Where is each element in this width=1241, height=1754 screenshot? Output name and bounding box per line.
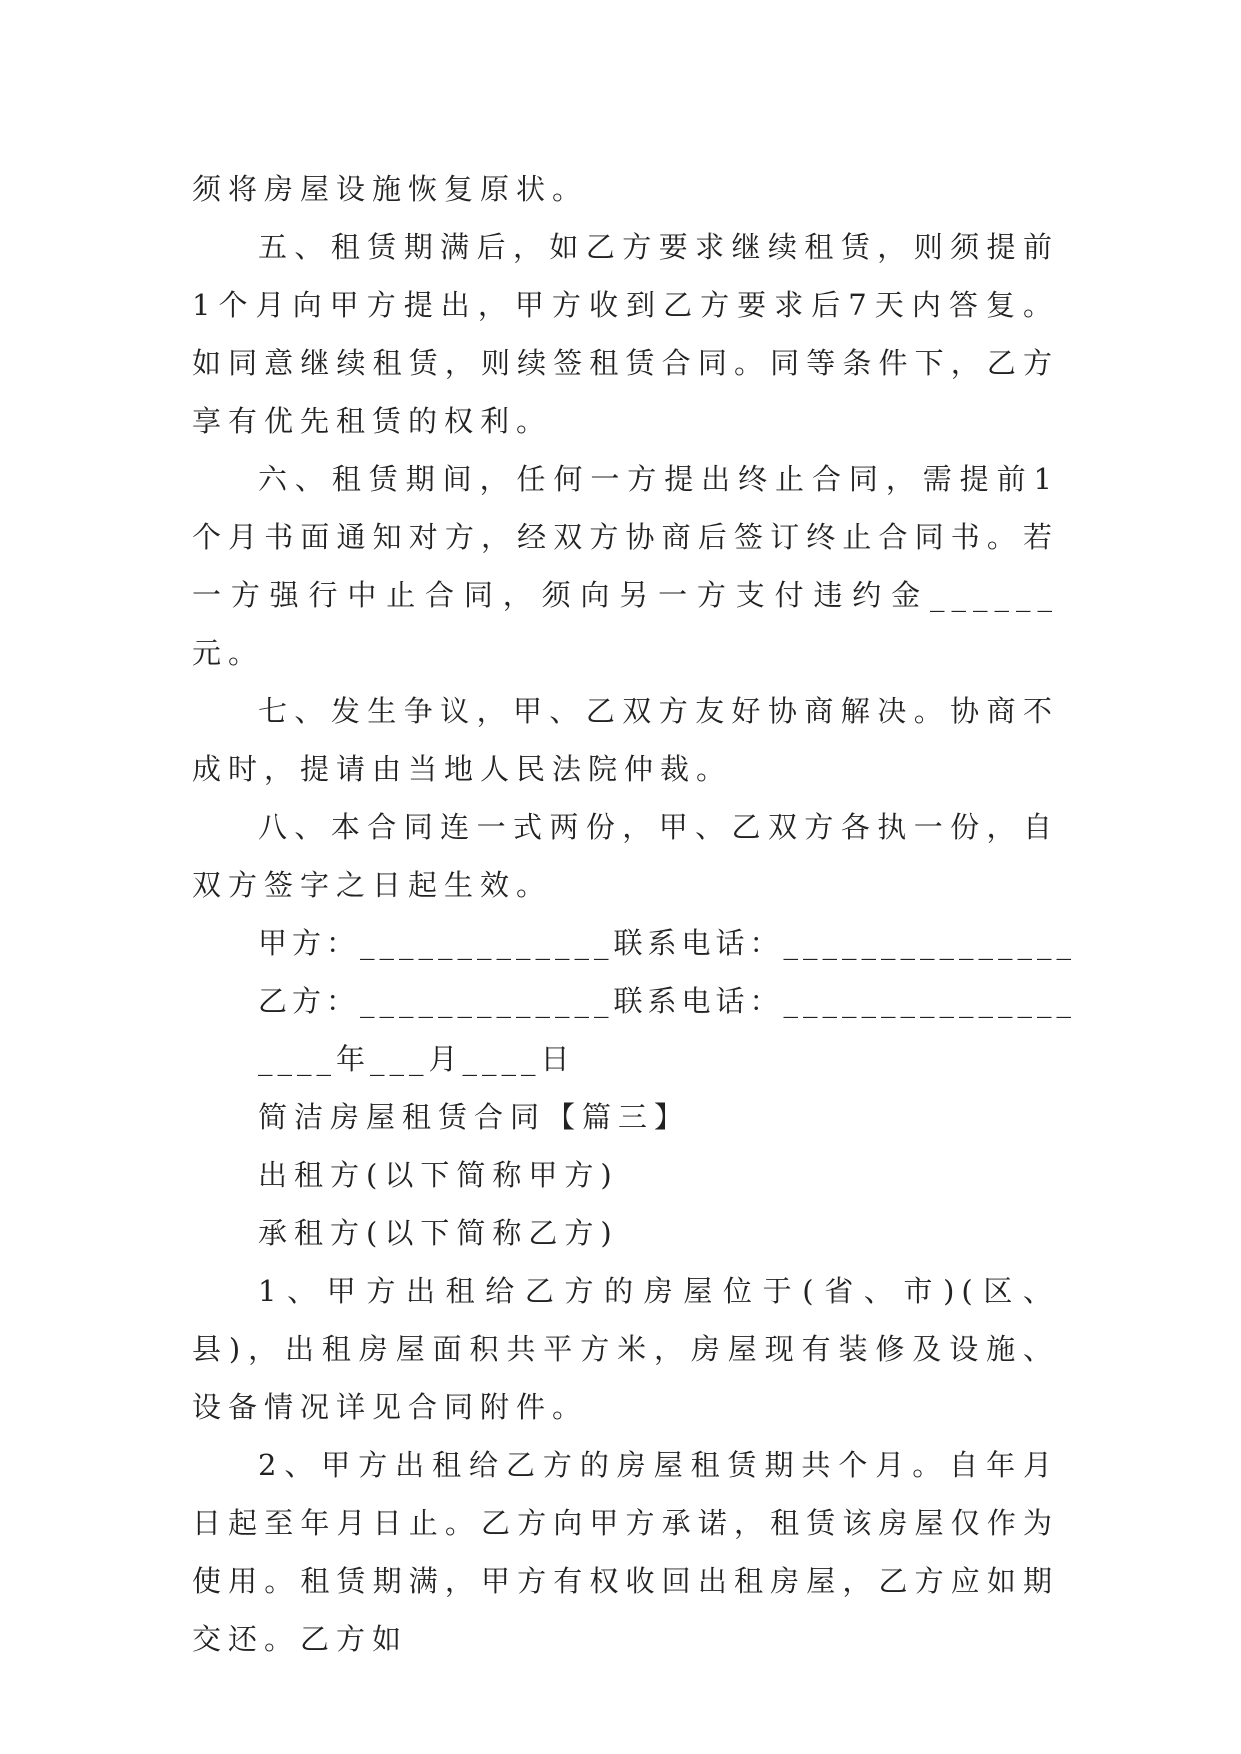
- clause-six: 六、租赁期间，任何一方提出终止合同，需提前1个月书面通知对方，经双方协商后签订终止合同书。若一方强行中止合同，须向另一方支付违约金______元。: [192, 462, 1059, 670]
- paragraph-continuation: 须将房屋设施恢复原状。: [192, 172, 589, 206]
- lessor-line: 出租方(以下简称甲方): [258, 1158, 619, 1192]
- date-line: ____年___月____日: [258, 1042, 575, 1076]
- party-b-signature-line: 乙方：_____________联系电话：_______________: [258, 984, 1077, 1018]
- clause-eight: 八、本合同连一式两份，甲、乙双方各执一份，自双方签字之日起生效。: [192, 810, 1059, 902]
- lessee-line: 承租方(以下简称乙方): [258, 1216, 619, 1250]
- clause-five: 五、租赁期满后，如乙方要求继续租赁，则须提前1个月向甲方提出，甲方收到乙方要求后7天内答复。如同意继续租赁，则续签租赁合同。同等条件下，乙方享有优先租赁的权利。: [192, 230, 1059, 438]
- party-a-signature-line: 甲方：_____________联系电话：_______________: [258, 926, 1077, 960]
- document-body: [192, 160, 1077, 1668]
- clause-seven: 七、发生争议，甲、乙双方友好协商解决。协商不成时，提请由当地人民法院仲裁。: [192, 694, 1059, 786]
- article-one: 1、甲方出租给乙方的房屋位于(省、市)(区、县)，出租房屋面积共平方米，房屋现有装修及设施、设备情况详见合同附件。: [192, 1274, 1059, 1424]
- article-two: 2、甲方出租给乙方的房屋租赁期共个月。自年月日起至年月日止。乙方向甲方承诺，租赁该房屋仅作为使用。租赁期满，甲方有权收回出租房屋，乙方应如期交还。乙方如: [192, 1448, 1059, 1656]
- section-heading: 简洁房屋租赁合同【篇三】: [258, 1100, 691, 1134]
